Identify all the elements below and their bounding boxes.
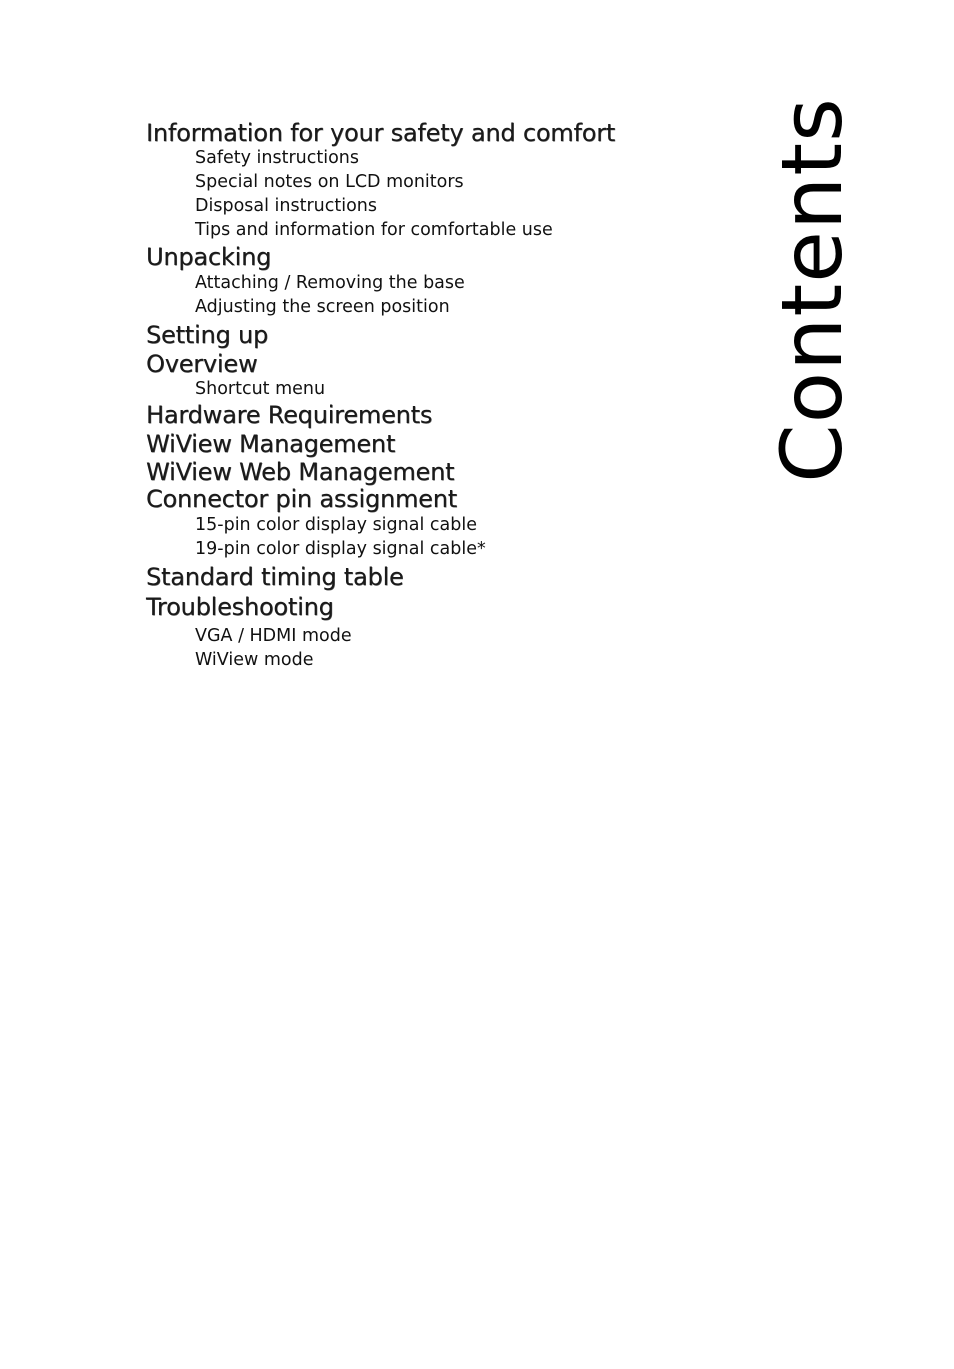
toc-entry-label: Overview xyxy=(146,350,258,378)
toc-entry-label: Shortcut menu xyxy=(195,379,326,399)
toc-entry-label: 19-pin color display signal cable* xyxy=(195,539,486,559)
toc-entry-label: Attaching / Removing the base xyxy=(195,273,465,293)
toc-entry-label: Standard timing table xyxy=(146,563,404,591)
toc-entry-label: VGA / HDMI mode xyxy=(195,626,352,646)
page-title: Contents xyxy=(763,97,861,483)
toc-entry-label: Connector pin assignment xyxy=(146,485,457,513)
toc-entry-label: Information for your safety and comfort xyxy=(146,119,616,147)
toc-entry-label: Unpacking xyxy=(146,243,272,271)
toc-entry-label: Adjusting the screen position xyxy=(195,297,450,317)
toc-entry-label: Setting up xyxy=(146,321,269,349)
toc-entry-label: Tips and information for comfortable use xyxy=(195,220,553,240)
toc-entry-label: Safety instructions xyxy=(195,148,360,168)
toc-entry-label: WiView Management xyxy=(146,430,396,458)
toc-entry-label: WiView Web Management xyxy=(146,458,455,486)
toc-entry-label: WiView mode xyxy=(195,650,314,670)
toc-entry-label: Disposal instructions xyxy=(195,196,378,216)
toc-entry-label: 15-pin color display signal cable xyxy=(195,515,477,535)
toc-entry-label: Hardware Requirements xyxy=(146,401,433,429)
toc-entry-label: Special notes on LCD monitors xyxy=(195,172,464,192)
toc-entry-label: Troubleshooting xyxy=(146,593,334,621)
